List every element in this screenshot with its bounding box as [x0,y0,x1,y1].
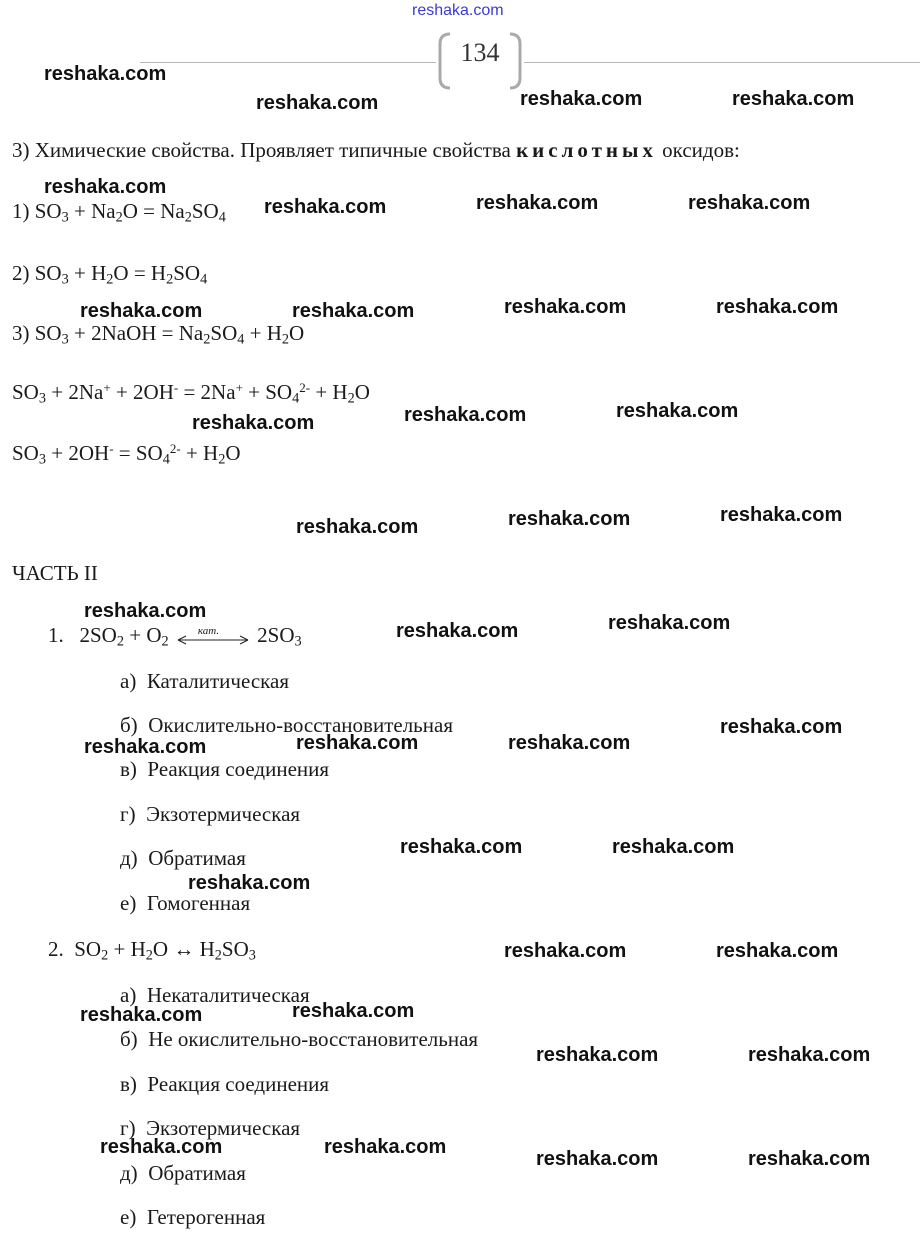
watermark: reshaka.com [84,736,207,758]
emphasized-word: кислотных [516,138,657,162]
watermark: reshaka.com [84,600,207,622]
list-item: а) Некаталитическая [120,983,310,1007]
watermark: reshaka.com [616,400,739,422]
list-item: в) Реакция соединения [120,1072,330,1096]
watermark: reshaka.com [520,88,643,110]
watermark: reshaka.com [608,612,731,634]
watermark: reshaka.com [476,192,599,214]
watermark: reshaka.com [504,940,627,962]
full-ionic-equation: $SO_3 + 2Na^+ + 2OH^- = 2Na^+ + SO_4^{2-} + H_2O$ [12,379,370,407]
watermark: reshaka.com [100,1136,223,1158]
list-item: в) Реакция соединения [120,757,330,781]
list-item: д) Обратимая [120,846,246,870]
watermark: reshaka.com [536,1148,659,1170]
equation-2: 2) $SO_3 + H_2O = H_2SO_4$ [12,261,208,288]
question-1-equation: 1. $2SO_2 + O_2$ кат. $2SO_3$ [48,623,302,649]
watermark: reshaka.com [536,1044,659,1066]
reversible-catalyst-arrow [174,625,252,649]
site-link[interactable]: reshaka.com [412,2,504,19]
watermark: reshaka.com [748,1044,871,1066]
watermark: reshaka.com [188,872,311,894]
equation-1: 1) $SO_3 + Na_2O = Na_2SO_4$ [12,199,226,226]
catalyst-label: кат. [197,625,220,638]
list-item: д) Обратимая [120,1161,246,1185]
watermark: reshaka.com [292,1000,415,1022]
page-number-box [438,32,522,90]
watermark: reshaka.com [292,300,415,322]
watermark: reshaka.com [80,300,203,322]
watermark: reshaka.com [720,504,843,526]
header-rule-left [140,62,436,63]
list-item: е) Гетерогенная [120,1205,266,1229]
watermark: reshaka.com [396,620,519,642]
header-rule-right [524,62,920,63]
watermark: reshaka.com [732,88,855,110]
watermark: reshaka.com [508,732,631,754]
list-item: б) Окислительно-восстановительная [120,713,453,737]
watermark: reshaka.com [508,508,631,530]
chemical-properties-intro: 3) Химические свойства. Проявляет типичные свойства кислотных оксидов: [12,138,740,162]
watermark: reshaka.com [44,63,167,85]
double-arrow-icon [174,625,252,649]
watermark: reshaka.com [720,716,843,738]
watermark: reshaka.com [504,296,627,318]
list-item: г) Экзотермическая [120,1116,301,1140]
part-title: ЧАСТЬ II [12,561,98,585]
watermark: reshaka.com [264,196,387,218]
watermark: reshaka.com [192,412,315,434]
watermark: reshaka.com [404,404,527,426]
short-ionic-equation: $SO_3 + 2OH^- = SO_4^{2-} + H_2O$ [12,440,241,468]
equation-3: 3) $SO_3$ + 2NaOH = $Na_2SO_4 + H_2O$ [12,321,305,348]
watermark: reshaka.com [716,296,839,318]
list-item: б) Не окислительно-восстановительная [120,1027,479,1051]
watermark: reshaka.com [256,92,379,114]
list-item: е) Гомогенная [120,891,251,915]
watermark: reshaka.com [748,1148,871,1170]
watermark: reshaka.com [612,836,735,858]
watermark: reshaka.com [296,516,419,538]
watermark: reshaka.com [296,732,419,754]
watermark: reshaka.com [688,192,811,214]
list-item: г) Экзотермическая [120,802,301,826]
question-2-equation: 2. $SO_2 + H_2O$ ↔ $H_2SO_3$ [48,937,256,964]
watermark: reshaka.com [80,1004,203,1026]
list-item: а) Каталитическая [120,669,289,693]
watermark: reshaka.com [716,940,839,962]
watermark: reshaka.com [44,176,167,198]
watermark: reshaka.com [324,1136,447,1158]
watermark: reshaka.com [400,836,523,858]
page-number: 134 [460,38,500,67]
